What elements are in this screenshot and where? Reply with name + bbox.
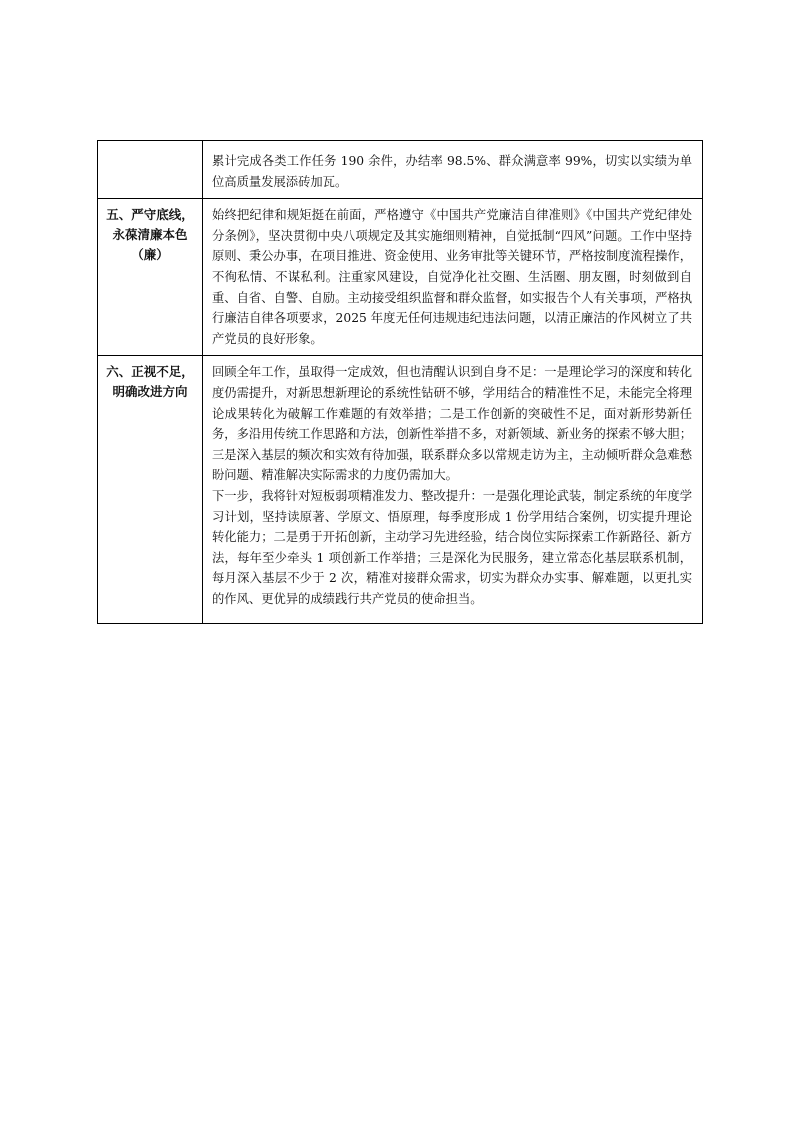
- paragraph: 始终把纪律和规矩挺在前面，严格遵守《中国共产党廉洁自律准则》《中国共产党纪律处分条例》，坚决贯彻中央八项规定及其实施细则精神，自觉抵制“四风”问题。工作中坚持原则、秉公办事，在项目推进、资金使用、业务审批等关键环节，严格按制度流程操作，不徇私情、不谋私利。注重家风建设，自觉净化社交圈、生活圈、朋友圈，时刻做到自重、自省、自警、自励。主动接受组织监督和群众监督，如实报告个人有关事项，严格执行廉洁自律各项要求，2025 年度无任何违规违纪违法问题，以清正廉洁的作风树立了共产党员的良好形象。: [212, 208, 692, 346]
- paragraph: 回顾全年工作，虽取得一定成效，但也清醒认识到自身不足：一是理论学习的深度和转化度仍需提升，对新思想新理论的系统性钻研不够，学用结合的精准性不足，未能完全将理论成果转化为破解工作难题的有效举措；二是工作创新的突破性不足，面对新形势新任务，多沿用传统工作思路和方法，创新性举措不多，对新领域、新业务的探索不够大胆；三是深入基层的频次和实效有待加强，联系群众多以常规走访为主，主动倾听群众急难愁盼问题、精准解决实际需求的力度仍需加大。: [212, 365, 692, 483]
- row-heading-line: 六、正视不足，: [106, 364, 194, 380]
- row-heading-line: 永葆清廉本色: [112, 227, 188, 243]
- paragraph: 累计完成各类工作任务 190 余件，办结率 98.5%、群众满意率 99%，切实以实绩为单位高质量发展添砖加瓦。: [212, 154, 692, 189]
- row-content-cell: [203, 199, 703, 356]
- table-row: [98, 356, 703, 624]
- row-heading-cell: [98, 141, 203, 199]
- row-content-cell: [203, 356, 703, 624]
- summary-table: [97, 140, 703, 624]
- row-heading-cell: [98, 199, 203, 356]
- row-heading-cell: [98, 356, 203, 624]
- row-heading-line: 五、严守底线，: [106, 207, 194, 223]
- table-row: [98, 199, 703, 356]
- table-row: [98, 141, 703, 199]
- paragraph: 下一步，我将针对短板弱项精准发力、整改提升：一是强化理论武装，制定系统的年度学习计划，坚持读原著、学原文、悟原理，每季度形成 1 份学用结合案例，切实提升理论转化能力；二是勇于开拓创新，主动学习先进经验，结合岗位实际探索工作新路径、新方法，每年至少牵头 1 项创新工作举措；三是深化为民服务，建立常态化基层联系机制，每月深入基层不少于 2 次，精准对接群众需求，切实为群众办实事、解难题，以更扎实的作风、更优异的成绩践行共产党员的使命担当。: [212, 488, 692, 606]
- row-heading-line: 明确改进方向: [112, 384, 188, 400]
- row-heading-line: （廉）: [131, 247, 169, 263]
- row-content-cell: [203, 141, 703, 199]
